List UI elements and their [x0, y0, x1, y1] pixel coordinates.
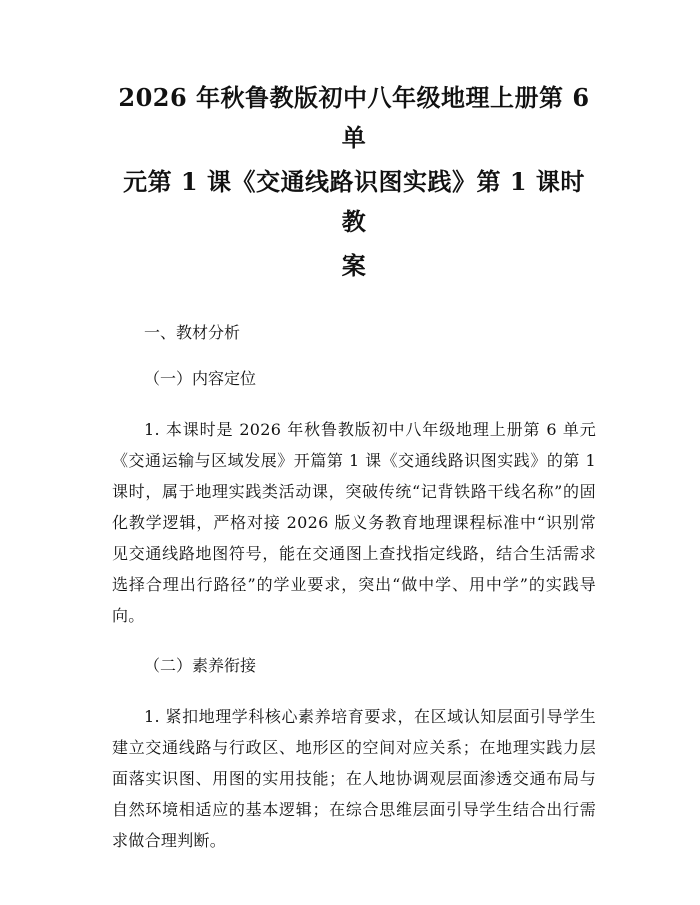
title-line-1: 2026 年秋鲁教版初中八年级地理上册第 6 单: [118, 83, 590, 152]
document-title: [112, 0, 596, 286]
paragraph-literacy-connection: 1. 紧扣地理学科核心素养培育要求，在区域认知层面引导学生建立交通线路与行政区、地形区的空间对应关系；在地理实践力层面落实识图、用图的实用技能；在人地协调观层面渗透交通布局与自然环境相适应的基本逻辑；在综合思维层面引导学生结合出行需求做合理判断。: [112, 707, 596, 850]
section-heading-textbook-analysis: 一、教材分析: [144, 323, 241, 342]
subsection-heading-content-positioning: （一）内容定位: [144, 369, 257, 388]
title-line-2: 元第 1 课《交通线路识图实践》第 1 课时教: [123, 167, 585, 236]
title-line-3: 案: [341, 251, 367, 280]
paragraph-content-positioning: 1. 本课时是 2026 年秋鲁教版初中八年级地理上册第 6 单元《交通运输与区域发展》开篇第 1 课《交通线路识图实践》的第 1 课时，属于地理实践类活动课，突破传统“记背铁路干线名称”的固化教学逻辑，严格对接 2026 版义务教育地理课程标准中“识别常见交通线路地图符号，能在交通图上查找指定线路，结合生活需求选择合理出行路径”的学业要求，突出“做中学、用中学”的实践导向。: [112, 420, 596, 625]
subsection-heading-literacy-connection: （二）素养衔接: [144, 656, 257, 675]
